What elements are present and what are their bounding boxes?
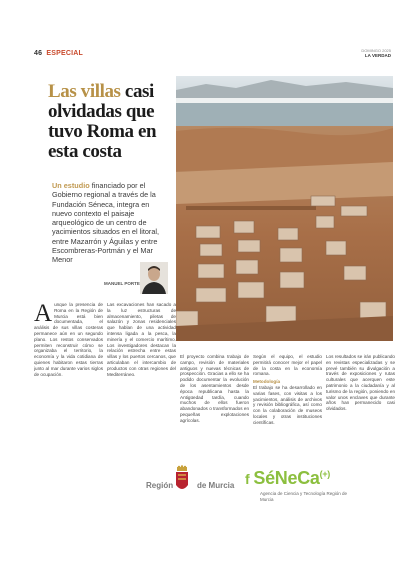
seneca-name: SéNeCa: [253, 468, 320, 488]
headline-accent: Las villas: [48, 81, 121, 102]
region-label-right: de Murcia: [197, 481, 235, 490]
body-text-4: Según el equipo, el estudio permitirá conocer mejor el papel de la costa en la economía romana.: [253, 354, 322, 377]
seneca-logo: [245, 468, 330, 489]
headline-part2: casi: [124, 81, 154, 102]
headline: [48, 82, 178, 162]
byline: MANUEL PORTE: [104, 281, 140, 286]
body-text-4b: El trabajo se ha desarrollado en varias fases, con visitas a los yacimientos, análisis de archivos y revisión bibliográfica, así como con la colaboración de museos locales y otras instituciones científicas.: [253, 384, 322, 425]
seneca-subtitle: Agencia de Ciencia y Tecnología Región de Murcia: [260, 491, 347, 502]
seneca-f-icon: f: [245, 471, 250, 487]
page-header: [34, 50, 83, 57]
body-column-2: [107, 302, 176, 440]
dropcap: A: [34, 302, 53, 327]
section-label: ESPECIAL: [46, 50, 83, 57]
murcia-crest-icon: [174, 465, 190, 497]
headline-rest: olvidadas que tuvo Roma en esta costa: [48, 101, 157, 162]
article-body: [34, 302, 394, 440]
body-text-2: Las excavaciones han sacado a la luz estructuras de almacenamiento, piletas de salazón y zonas residenciales que hablan de una actividad intensa ligada a la pesca, la minería y el comercio marítimo. Los investigadores destacan la relación estrecha entre estas villas y los puertos cercanos, que articulaban el intercambio de productos con otras regiones del Mediterráneo.: [107, 302, 176, 377]
masthead: [361, 48, 391, 58]
body-column-1: [34, 302, 103, 440]
body-column-5: [326, 354, 395, 440]
lede-text: financiado por el Gobierno regional a través de la Fundación Séneca, integra en nuevo contexto el paisaje arqueológico de un centro de yacimientos situados en el litoral, entre Mazarrón y Águilas y entre Escombreras-Portmán y el Mar Menor: [52, 181, 160, 265]
body-column-3: [180, 354, 249, 440]
masthead-brand: LA VERDAD: [364, 53, 391, 58]
lede-accent: Un estudio: [52, 181, 90, 190]
body-subhead: Metodología: [253, 379, 281, 385]
body-column-4: [253, 354, 322, 440]
body-text-1: unque la presencia de Roma en la Región de Murcia está bien documentada, el análisis de sus villas costeras permanece aún en un segundo plano. Los restos conservados permiten reconstruir cómo se organizaba el territorio, la economía y la vida cotidiana de quienes habitaron estas tierras junto al mar durante varios siglos de ocupación.: [34, 302, 103, 377]
lede: [52, 181, 164, 265]
seneca-plus: (+): [319, 469, 330, 479]
body-text-3: El proyecto combina trabajo de campo, revisión de materiales antiguos y nuevas técnicas de prospección. Gracias a ello se ha podido documentar la evolución de los asentamientos desde época republicana hasta la Antigüedad tardía, cuando muchos de ellos fueron abandonados o transformados en pequeñas explotaciones agrícolas.: [180, 354, 249, 423]
region-label-left: Región: [146, 481, 174, 490]
page-number: 46: [34, 50, 43, 57]
masthead-date: DOMINGO 2025: [361, 48, 391, 53]
author-photo: [140, 262, 168, 294]
body-text-5: Los resultados se irán publicando en revistas especializadas y se prevé también su divulgación a través de exposiciones y rutas culturales que acerquen este patrimonio a la ciudadanía y al turismo de la región, poniendo en valor unos enclaves que durante años han permanecido casi olvidados.: [326, 354, 395, 412]
